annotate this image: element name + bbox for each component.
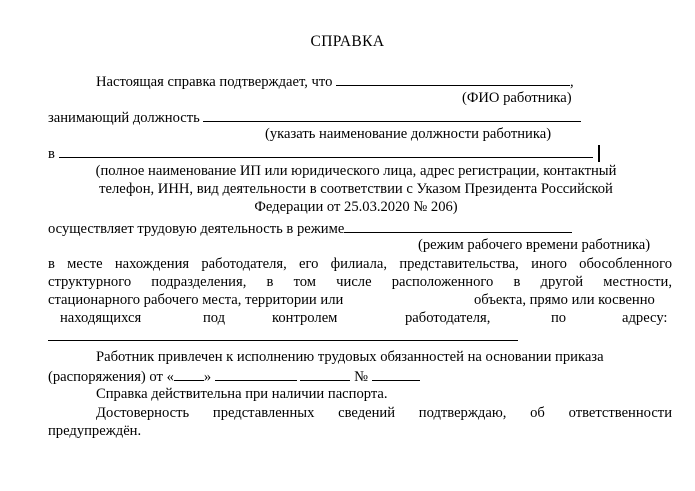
confirm-line-2: предупреждён. — [48, 423, 142, 439]
validity-line: Справка действительна при наличии паспорта. — [96, 386, 388, 402]
position-label: занимающий должность — [48, 110, 200, 126]
place-word-5: по — [551, 310, 567, 326]
place-word-4: работодателя, — [405, 310, 491, 326]
employee-name-field[interactable] — [336, 72, 570, 86]
confirm-intro-text: Настоящая справка подтверждает, что — [96, 74, 333, 90]
place-line-3b: объекта, прямо или косвенно — [474, 292, 655, 308]
order-line-2 — [48, 367, 420, 386]
position-line — [48, 108, 581, 127]
place-line-2: структурного подразделения, в том числе расположенного в другой местности, — [48, 274, 672, 290]
place-word-2: под — [203, 310, 226, 326]
work-mode-label: осуществляет трудовую деятельность в режиме — [48, 221, 345, 237]
confirm-line-1: Достоверность представленных сведений подтверждаю, об ответственности — [96, 405, 672, 421]
order-date-prefix: (распоряжения) от « — [48, 369, 174, 385]
order-year-field[interactable] — [300, 367, 350, 381]
position-field[interactable] — [203, 108, 581, 122]
place-word-1: находящихся — [60, 310, 142, 326]
position-hint: (указать наименование должности работника) — [265, 126, 552, 142]
document-title: СПРАВКА — [310, 33, 385, 50]
work-mode-field[interactable] — [344, 219, 572, 233]
order-line-1: Работник привлечен к исполнению трудовых обязанностей на основании приказа — [96, 349, 604, 365]
comma: , — [570, 74, 574, 90]
place-word-3: контролем — [272, 310, 338, 326]
text-cursor — [598, 145, 600, 162]
organization-field[interactable] — [59, 144, 593, 158]
order-month-field[interactable] — [215, 367, 297, 381]
organization-hint-1: (полное наименование ИП или юридического лица, адрес регистрации, контактный — [95, 163, 617, 179]
place-line-3a: стационарного рабочего места, территории или — [48, 292, 344, 308]
address-field[interactable] — [48, 327, 518, 341]
order-number-field[interactable] — [372, 367, 420, 381]
organization-hint-2: телефон, ИНН, вид деятельности в соответствии с Указом Президента Российской — [99, 181, 613, 197]
place-line-1: в месте нахождения работодателя, его филиала, представительства, иного обособленного — [48, 256, 672, 272]
work-mode-hint: (режим рабочего времени работника) — [418, 237, 651, 253]
work-mode-line — [48, 219, 572, 238]
organization-prefix: в — [48, 146, 55, 162]
order-date-quote: » — [203, 369, 212, 385]
organization-line — [48, 144, 593, 163]
order-day-field[interactable] — [174, 367, 204, 381]
organization-hint-3: Федерации от 25.03.2020 № 206) — [254, 199, 458, 215]
fio-hint: (ФИО работника) — [462, 90, 572, 106]
confirm-intro-line — [96, 72, 574, 91]
order-number-sign: № — [354, 369, 369, 385]
place-word-6: адресу: — [622, 310, 668, 326]
